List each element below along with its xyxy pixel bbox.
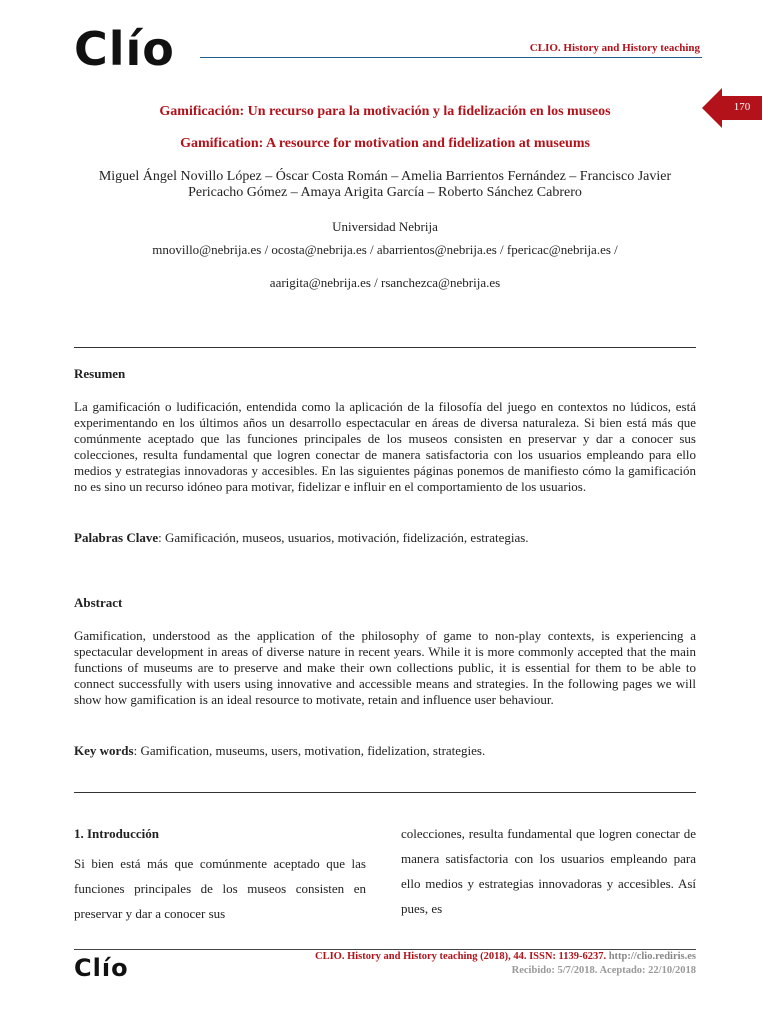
title-spanish: Gamificación: Un recurso para la motivación y la fidelización en los museos (159, 104, 611, 119)
key-words-label: Key words (74, 743, 134, 758)
palabras-clave (74, 530, 696, 546)
author-list (74, 169, 696, 201)
section-divider-top (74, 347, 696, 348)
footer-logo: Clío (74, 954, 129, 982)
footer-dates: Recibido: 5/7/2018. Aceptado: 22/10/2018 (511, 965, 696, 976)
logo-text: Clío (74, 22, 175, 76)
key-words-values: : Gamification, museums, users, motivation, fidelization, strategies. (133, 743, 486, 758)
introduction-heading: 1. Introducción (74, 826, 159, 841)
introduction-right-column: colecciones, resulta fundamental que logren conectar de manera satisfactoria con los usuarios empleando para ello medios y estrategias innovadoras y accesibles. Así pues, es (401, 826, 696, 916)
header-divider (200, 57, 702, 58)
journal-running-header: CLIO. History and History teaching (529, 42, 700, 54)
citation-text: CLIO. History and History teaching (2018), 44. ISSN: 1139-6237. (314, 951, 607, 962)
footer-citation (315, 951, 696, 962)
section-divider-bottom (74, 792, 696, 793)
email-line-1: mnovillo@nebrija.es / ocosta@nebrija.es / abarrientos@nebrija.es / fpericac@nebrija.es / (152, 242, 618, 257)
email-line-2: aarigita@nebrija.es / rsanchezca@nebrija.es (269, 275, 501, 290)
journal-logo (74, 22, 184, 76)
abstract-text: Gamification, understood as the application of the philosophy of game to non-play contexts, is experiencing a spectacular development in areas of diverse nature in recent years. While it is more commonly accepted that the main functions of museums are to preserve and make their own collections public, it is essential for them to be able to connect successfully with users using innovative and accessible means and strategies. In the following pages we will show how gamification is an ideal resource to motivate, retain and influence user behaviour. (74, 628, 696, 707)
footer-divider (74, 949, 696, 950)
resumen-heading: Resumen (74, 366, 126, 381)
palabras-clave-values: : Gamificación, museos, usuarios, motivación, fidelización, estrategias. (158, 530, 529, 545)
affiliation: Universidad Nebrija (332, 219, 438, 234)
journal-url[interactable]: http://clio.rediris.es (608, 951, 696, 962)
author-line-2: Pericacho Gómez – Amaya Arigita García – Roberto Sánchez Cabrero (188, 185, 582, 200)
abstract-heading: Abstract (74, 595, 123, 610)
title-english: Gamification: A resource for motivation and fidelization at museums (180, 136, 590, 151)
palabras-clave-label: Palabras Clave (74, 530, 159, 545)
introduction-left-column: Si bien está más que comúnmente aceptado que las funciones principales de los museos consisten en preservar y dar a conocer sus (74, 856, 366, 921)
resumen-text: La gamificación o ludificación, entendida como la aplicación de la filosofía del juego en contextos no lúdicos, está experimentando en los últimos años un desarrollo espectacular en áreas de diversa naturaleza. Si bien está más que comúnmente aceptado que las funciones principales de los museos consisten en preservar y dar a conocer sus colecciones, resulta fundamental que logren conectar de manera satisfactoria con los usuarios empleando para ello medios y estrategias innovadoras y accesibles. En las siguientes páginas ponemos de manifiesto cómo la gamificación no es sino un recurso idóneo para motivar, fidelizar e influir en el comportamiento de los usuarios. (74, 399, 696, 494)
page-number: 170 (733, 101, 751, 113)
page-number-badge (702, 88, 762, 128)
key-words (74, 743, 696, 759)
author-line-1: Miguel Ángel Novillo López – Óscar Costa Román – Amelia Barrientos Fernández – Francisco Javier (98, 169, 672, 184)
